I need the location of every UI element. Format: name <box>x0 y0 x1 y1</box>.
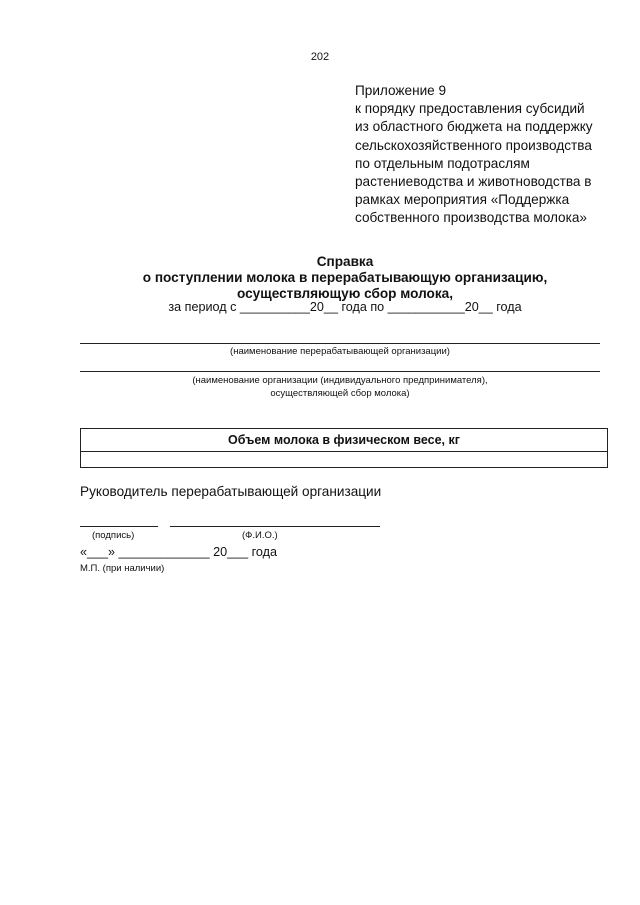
appendix-line: из областного бюджета на поддержку <box>355 119 593 135</box>
stamp-label: М.П. (при наличии) <box>80 563 165 574</box>
org-name-line <box>80 343 600 344</box>
date-line: «___» _____________ 20___ года <box>80 545 277 559</box>
page-number: 202 <box>310 51 330 63</box>
appendix-line: к порядку предоставления субсидий <box>355 101 585 117</box>
appendix-line: собственного производства молока» <box>355 210 587 226</box>
signature-caption: (подпись) <box>92 530 135 541</box>
period-line: за период с __________20__ года по ___________20__ года <box>168 300 522 314</box>
appendix-line: растениеводства и животноводства в <box>355 174 592 190</box>
full-name-line <box>170 526 380 527</box>
document-title: Справка <box>316 254 374 269</box>
document-subtitle: о поступлении молока в перерабатывающую организацию, <box>142 270 548 285</box>
appendix-line: рамках мероприятия «Поддержка <box>355 192 570 208</box>
table-header: Объем молока в физическом весе, кг <box>81 429 607 452</box>
full-name-caption: (Ф.И.О.) <box>242 530 278 541</box>
appendix-line: сельскохозяйственного производства <box>355 137 592 153</box>
document-subtitle-2: осуществляющую сбор молока, <box>237 286 453 301</box>
table-value-cell <box>81 452 607 467</box>
milk-volume-table <box>80 428 608 468</box>
collector-name-line <box>80 371 600 372</box>
head-signature-label: Руководитель перерабатывающей организации <box>80 484 382 499</box>
org-name-caption: (наименование перерабатывающей организации) <box>230 346 450 357</box>
appendix-block <box>355 82 635 228</box>
appendix-line: по отдельным подотраслям <box>355 155 530 171</box>
appendix-line: Приложение 9 <box>355 83 447 98</box>
collector-caption-2: осуществляющей сбор молока) <box>270 388 410 399</box>
signature-line <box>80 526 158 527</box>
collector-caption-1: (наименование организации (индивидуального предпринимателя), <box>192 375 488 386</box>
